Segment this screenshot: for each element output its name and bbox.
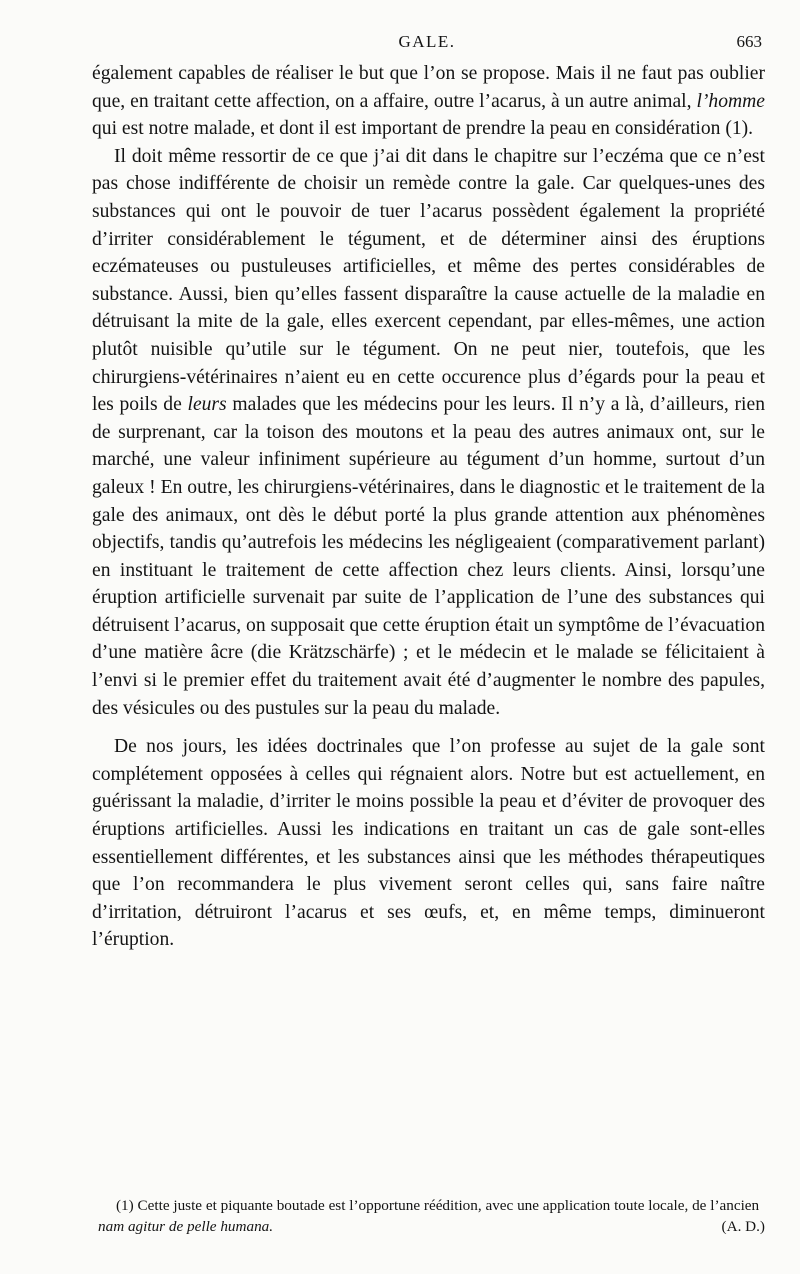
footnote-text: Cette juste et piquante boutade est l’opportune réédition, avec une application toute locale, de l’ancien — [133, 1197, 760, 1214]
paragraph-2-text-b: malades que les médecins pour les leurs. Il n’y a là, d’ailleurs, rien de surprenant, car la toison des moutons et la peau des autres animaux ont, sur le marché, une valeur infiniment supérieure au tégument d’un homme, surtout d’un galeux ! En outre, les chirurgiens-vétérinaires, dans le diagnostic et le traitement de la gale des animaux, ont dès le début porté la plus grande attention aux phénomènes objectifs, tandis qu’autrefois les médecins les négligeaient (comparativement parlant) en instituant le traitement de cette affection chez leurs clients. Ainsi, lorsqu’une éruption artificielle survenait par suite de l’application de l’une des substances qui détruisent l’acarus, on supposait que cette éruption était un symptôme de l’évacuation d’une matière âcre (die Krätzschärfe) ; et le médecin et le malade se félicitaient à l’envi si le premier effet du traitement avait été d’augmenter le nombre des papules, des vésicules ou des pustules sur la peau du malade. — [92, 394, 765, 719]
paragraph-2-italic: leurs — [187, 394, 227, 416]
body-text — [92, 60, 765, 954]
footnotes — [98, 1195, 765, 1237]
paragraph-2-text-a: Il doit même ressortir de ce que j’ai dit dans le chapitre sur l’eczéma que ce n’est pas chose indifférente de choisir un remède contre la gale. Car quelques-unes des substances qui ont le pouvoir de tuer l’acarus possèdent également la propriété d’irriter considérablement le tégument, et de déterminer ainsi des éruptions eczémateuses ou pustuleuses artificielles, et même des pertes considérables de substance. Aussi, bien qu’elles fassent disparaître la cause actuelle de la maladie en détruisant la mite de la gale, elles exercent cependant, par elles-mêmes, une action plutôt nuisible qu’utile sur le tégument. On ne peut nier, toutefois, que les chirurgiens-vétérinaires n’aient eu en cette occurence plus d’égards pour la peau et les poils de — [92, 145, 765, 416]
paragraph-1-italic: l’homme — [696, 90, 765, 112]
footnote-italic: nam agitur de pelle humana. — [98, 1218, 274, 1235]
running-title: GALE. — [398, 32, 456, 51]
paragraph-2 — [92, 143, 765, 722]
footnote-marker: (1) — [116, 1197, 134, 1214]
paragraph-1-text-a: également capables de réaliser le but que l’on se propose. Mais il ne faut pas oublier que, en traitant cette affection, on a affaire, outre l’acarus, à un autre animal, — [92, 63, 765, 112]
footnote-tail — [98, 1216, 765, 1237]
page-header — [92, 32, 762, 56]
paragraph-3-text-a: De nos jours, les idées doctrinales que l’on professe au sujet de la gale sont complétement opposées à celles qui régnaient alors. Notre but est actuellement, en guérissant la maladie, d’irriter le moins possible la peau et d’éviter de provoquer des éruptions artificielles. Aussi les indications en traitant un cas de gale sont-elles essentiellement différentes, et les substances ainsi que les méthodes thérapeutiques que l’on recommandera le plus vivement seront celles qui, sans faire naître d’irritation, détruiront l’acarus et ses œufs, et, en même temps, diminueront l’éruption. — [92, 736, 765, 951]
paragraph-1-text-b: qui est notre malade, et dont il est important de prendre la peau en considération (1). — [92, 118, 754, 140]
footnote-signature: (A. D.) — [721, 1218, 765, 1235]
footnote-1 — [98, 1195, 765, 1216]
paragraph-3 — [92, 733, 765, 954]
page-number: 663 — [736, 32, 762, 51]
paragraph-1 — [92, 60, 765, 143]
